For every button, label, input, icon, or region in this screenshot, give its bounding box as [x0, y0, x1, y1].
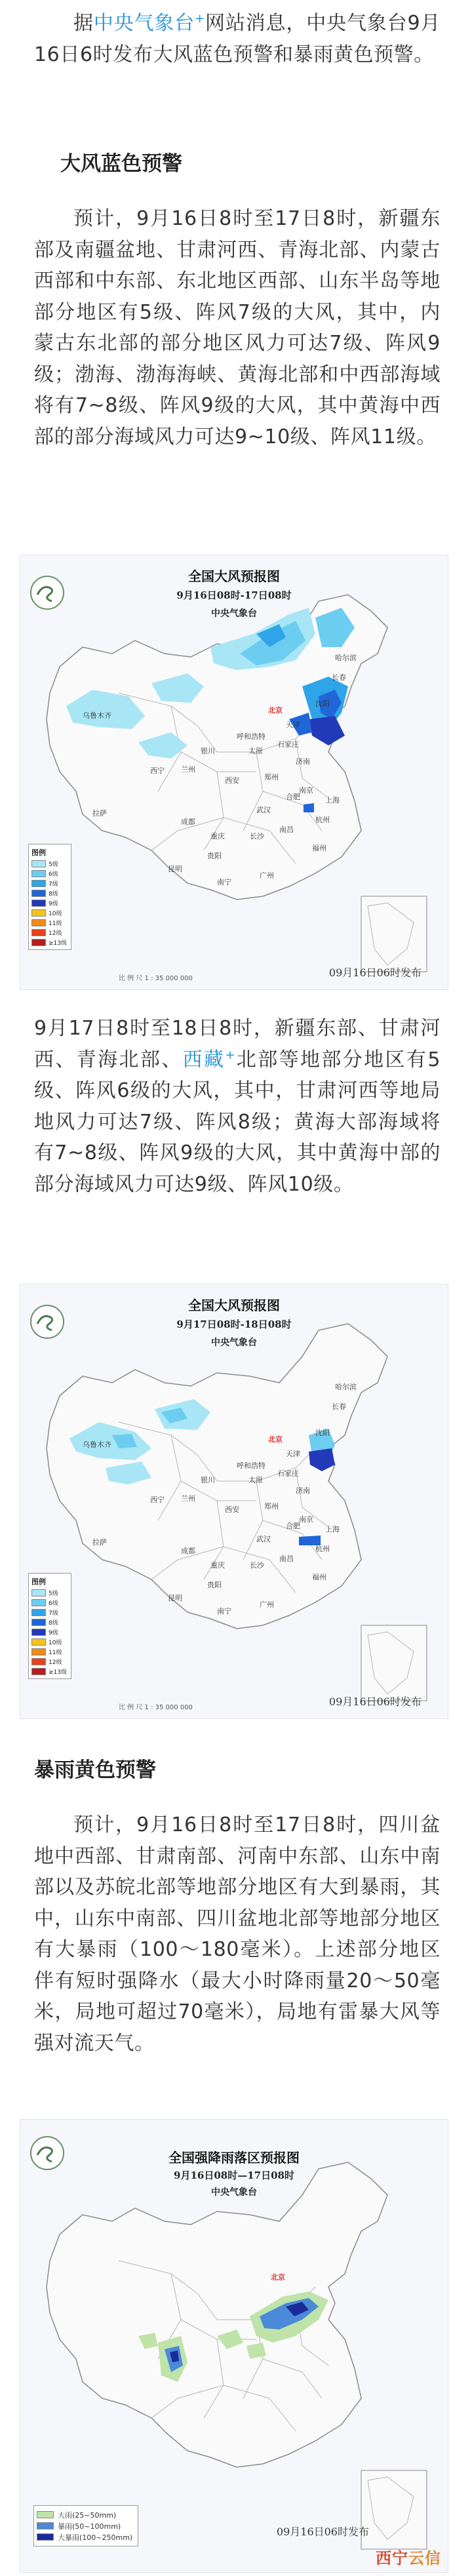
map1-city: 福州 [312, 844, 326, 852]
map1-city: 天津 [286, 721, 300, 729]
map2-scale: 比 例 尺 1 : 35 000 000 [119, 1704, 193, 1711]
map3-agency: 中央气象台 [211, 2187, 257, 2198]
map2-city: 南宁 [217, 1607, 231, 1615]
map2-city: 重庆 [210, 1561, 225, 1570]
map2-city: 西宁 [150, 1496, 165, 1504]
map2-agency: 中央气象台 [211, 1338, 257, 1348]
map1-city: 长沙 [250, 832, 264, 841]
map2-city: 合肥 [286, 1522, 300, 1530]
map1-publish-time: 09月16日06时发布 [328, 966, 422, 979]
legend-row: 5级 [31, 1589, 68, 1597]
legend-row: 大暴雨(100~250mm) [37, 2532, 135, 2542]
map2-city: 天津 [286, 1450, 300, 1458]
map2-city: 长沙 [250, 1561, 264, 1570]
legend-row: 12级 [31, 928, 68, 937]
map2-legend [28, 1573, 71, 1679]
map2-city: 长春 [332, 1402, 346, 1411]
wind-para2-suffix: 北部等地部分地区有5级、阵风6级的大风，其中，甘肃河西等地局地风力可达7级、阵风8级；黄海大部海域将有7~8级、阵风9级的大风，其中黄海中部的部分海域风力可达9级、阵风10级。 [34, 1048, 441, 1196]
intro-prefix: 据 [73, 12, 94, 35]
legend-row: 暴雨(50~100mm) [37, 2521, 135, 2531]
map2-city: 武汉 [256, 1535, 271, 1543]
intro-paragraph [34, 8, 441, 70]
map1-city: 兰州 [181, 765, 195, 774]
map1-city: 广州 [260, 871, 274, 880]
tibet-link[interactable]: 西藏 [182, 1048, 226, 1071]
legend-row: 10级 [31, 909, 68, 917]
map1-city: 上海 [325, 796, 340, 804]
map2-city: 银川 [201, 1476, 215, 1484]
map1-city: 石家庄 [277, 740, 299, 749]
legend-row: 11级 [31, 919, 68, 927]
map1-city: 重庆 [210, 832, 225, 841]
legend-row: 9级 [31, 899, 68, 907]
map1-city: 济南 [296, 757, 310, 766]
map2-city: 太原 [248, 1476, 263, 1484]
map3-subtitle: 9月16日08时—17日08时 [174, 2170, 294, 2181]
legend-row: 12级 [31, 1657, 68, 1666]
map2-city: 乌鲁木齐 [83, 1440, 111, 1449]
legend-row: 7级 [31, 879, 68, 888]
rain-paragraph: 预计，9月16日8时至17日8时，四川盆地中西部、甘肃南部、河南中东部、山东中南部以及苏皖北部等地部分地区有大到暴雨，其中，山东中南部、四川盆地北部等地部分地区有大暴雨（100～180毫米）。上述部分地区伴有短时强降水（最大小时降雨量20～50毫米，局地可超过70毫米），局地有雷暴大风等强对流天气。 [34, 1813, 441, 2055]
wind-paragraph-1: 预计，9月16日8时至17日8时，新疆东部及南疆盆地、甘肃河西、青海北部、内蒙古西部和中东部、东北地区西部、山东半岛等地部分地区有5级、阵风7级的大风，其中，内蒙古东北部的部分地区风力可达7级、阵风9级；渤海、渤海海峡、黄海北部和中西部海域将有7~8级、阵风9级的大风，其中黄海中西部的部分海域风力可达9~10级、阵风11级。 [34, 207, 441, 448]
map1-city: 呼和浩特 [237, 732, 266, 741]
map1-city: 银川 [201, 747, 215, 755]
map2-city: 贵阳 [207, 1581, 222, 1589]
map3-title: 全国强降雨落区预报图 [168, 2150, 300, 2166]
cma-link[interactable]: 中央气象台 [93, 12, 195, 35]
legend-row: ≥13级 [31, 938, 68, 947]
map3-city-beijing: 北京 [271, 2273, 285, 2282]
map1-city: 昆明 [168, 865, 182, 873]
map1-city: 南宁 [217, 878, 231, 886]
map2-city: 沈阳 [315, 1429, 330, 1437]
map1-title: 全国大风预报图 [188, 568, 280, 584]
intro-suffix: 网站消息，中央气象台9月16日6时发布大风蓝色预警和暴雨黄色预警。 [34, 12, 441, 66]
map2-publish-time: 09月16日06时发布 [328, 1695, 422, 1708]
map3-legend [33, 2505, 138, 2546]
map2-city: 广州 [260, 1600, 274, 1609]
map1-agency: 中央气象台 [211, 608, 257, 619]
map1-subtitle: 9月16日08时-17日08时 [176, 589, 292, 601]
map1-legend-title: 图例 [31, 848, 46, 857]
rain-map [20, 2119, 448, 2573]
map1-city: 武汉 [256, 806, 271, 814]
rain-warning-heading: 暴雨黄色预警 [34, 1758, 156, 1782]
map2-city: 杭州 [315, 1545, 330, 1553]
wind-warning-heading: 大风蓝色预警 [60, 152, 182, 176]
map1-city: 西安 [225, 776, 239, 785]
map1-city: 郑州 [264, 773, 279, 782]
map2-city: 南京 [299, 1515, 313, 1524]
legend-row: 11级 [31, 1648, 68, 1656]
map3-publish-time: 09月16日06时发布 [276, 2526, 369, 2538]
map1-scale: 比 例 尺 1 : 35 000 000 [119, 975, 193, 982]
map1-city: 贵阳 [207, 852, 222, 860]
map2-city: 郑州 [264, 1502, 279, 1511]
wind-para2-prefix: 9月17日8时至18日8时，新疆东部、甘肃河西、青海北部、 [34, 1017, 441, 1071]
map2-city: 石家庄 [277, 1469, 299, 1478]
wind-map-1 [20, 555, 448, 990]
watermark-logo: 西宁云信 [376, 2549, 441, 2567]
map1-city: 拉萨 [92, 809, 107, 818]
map1-city: 乌鲁木齐 [83, 711, 111, 720]
map2-city: 西安 [225, 1505, 239, 1514]
wind-map-1-graphic [20, 555, 448, 989]
map1-city: 南昌 [279, 825, 294, 834]
legend-row: 6级 [31, 1598, 68, 1607]
map1-city: 沈阳 [315, 700, 330, 708]
map2-city: 昆明 [168, 1594, 182, 1602]
map1-city: 哈尔滨 [335, 654, 357, 662]
map2-city: 兰州 [181, 1494, 195, 1503]
map2-legend-title: 图例 [31, 1577, 46, 1586]
map2-title: 全国大风预报图 [188, 1298, 280, 1313]
map1-city: 长春 [332, 673, 346, 682]
wind-paragraph-2 [34, 1013, 441, 1200]
map2-city-beijing: 北京 [268, 1435, 283, 1444]
legend-row: 8级 [31, 1618, 68, 1627]
map1-legend [28, 844, 71, 950]
map2-city: 哈尔滨 [335, 1383, 357, 1391]
map1-city: 西宁 [150, 766, 165, 775]
map2-city: 福州 [312, 1573, 326, 1581]
map2-city: 呼和浩特 [237, 1461, 266, 1470]
legend-row: ≥13级 [31, 1667, 68, 1676]
legend-row: 10级 [31, 1638, 68, 1646]
legend-row: 7级 [31, 1608, 68, 1617]
wind-map-2-graphic [20, 1284, 448, 1718]
legend-row: 9级 [31, 1628, 68, 1636]
map1-city: 成都 [181, 818, 195, 826]
map2-subtitle: 9月17日08时-18日08时 [176, 1318, 292, 1330]
map1-city-beijing: 北京 [268, 706, 283, 715]
wind-map-2 [20, 1284, 448, 1719]
map2-city: 济南 [296, 1486, 310, 1495]
legend-row: 8级 [31, 889, 68, 898]
map1-city: 南京 [299, 786, 313, 795]
map1-city: 杭州 [315, 816, 330, 824]
map1-city: 太原 [248, 747, 263, 755]
legend-row: 6级 [31, 869, 68, 878]
map2-city: 南昌 [279, 1555, 294, 1563]
map1-city: 合肥 [286, 793, 300, 801]
map2-city: 成都 [181, 1547, 195, 1555]
link-plus-icon: + [225, 1048, 236, 1062]
map2-city: 上海 [325, 1525, 340, 1534]
link-plus-icon: + [195, 12, 205, 26]
map2-city: 拉萨 [92, 1538, 107, 1547]
legend-row: 大雨(25~50mm) [37, 2510, 135, 2520]
legend-row: 5级 [31, 860, 68, 868]
